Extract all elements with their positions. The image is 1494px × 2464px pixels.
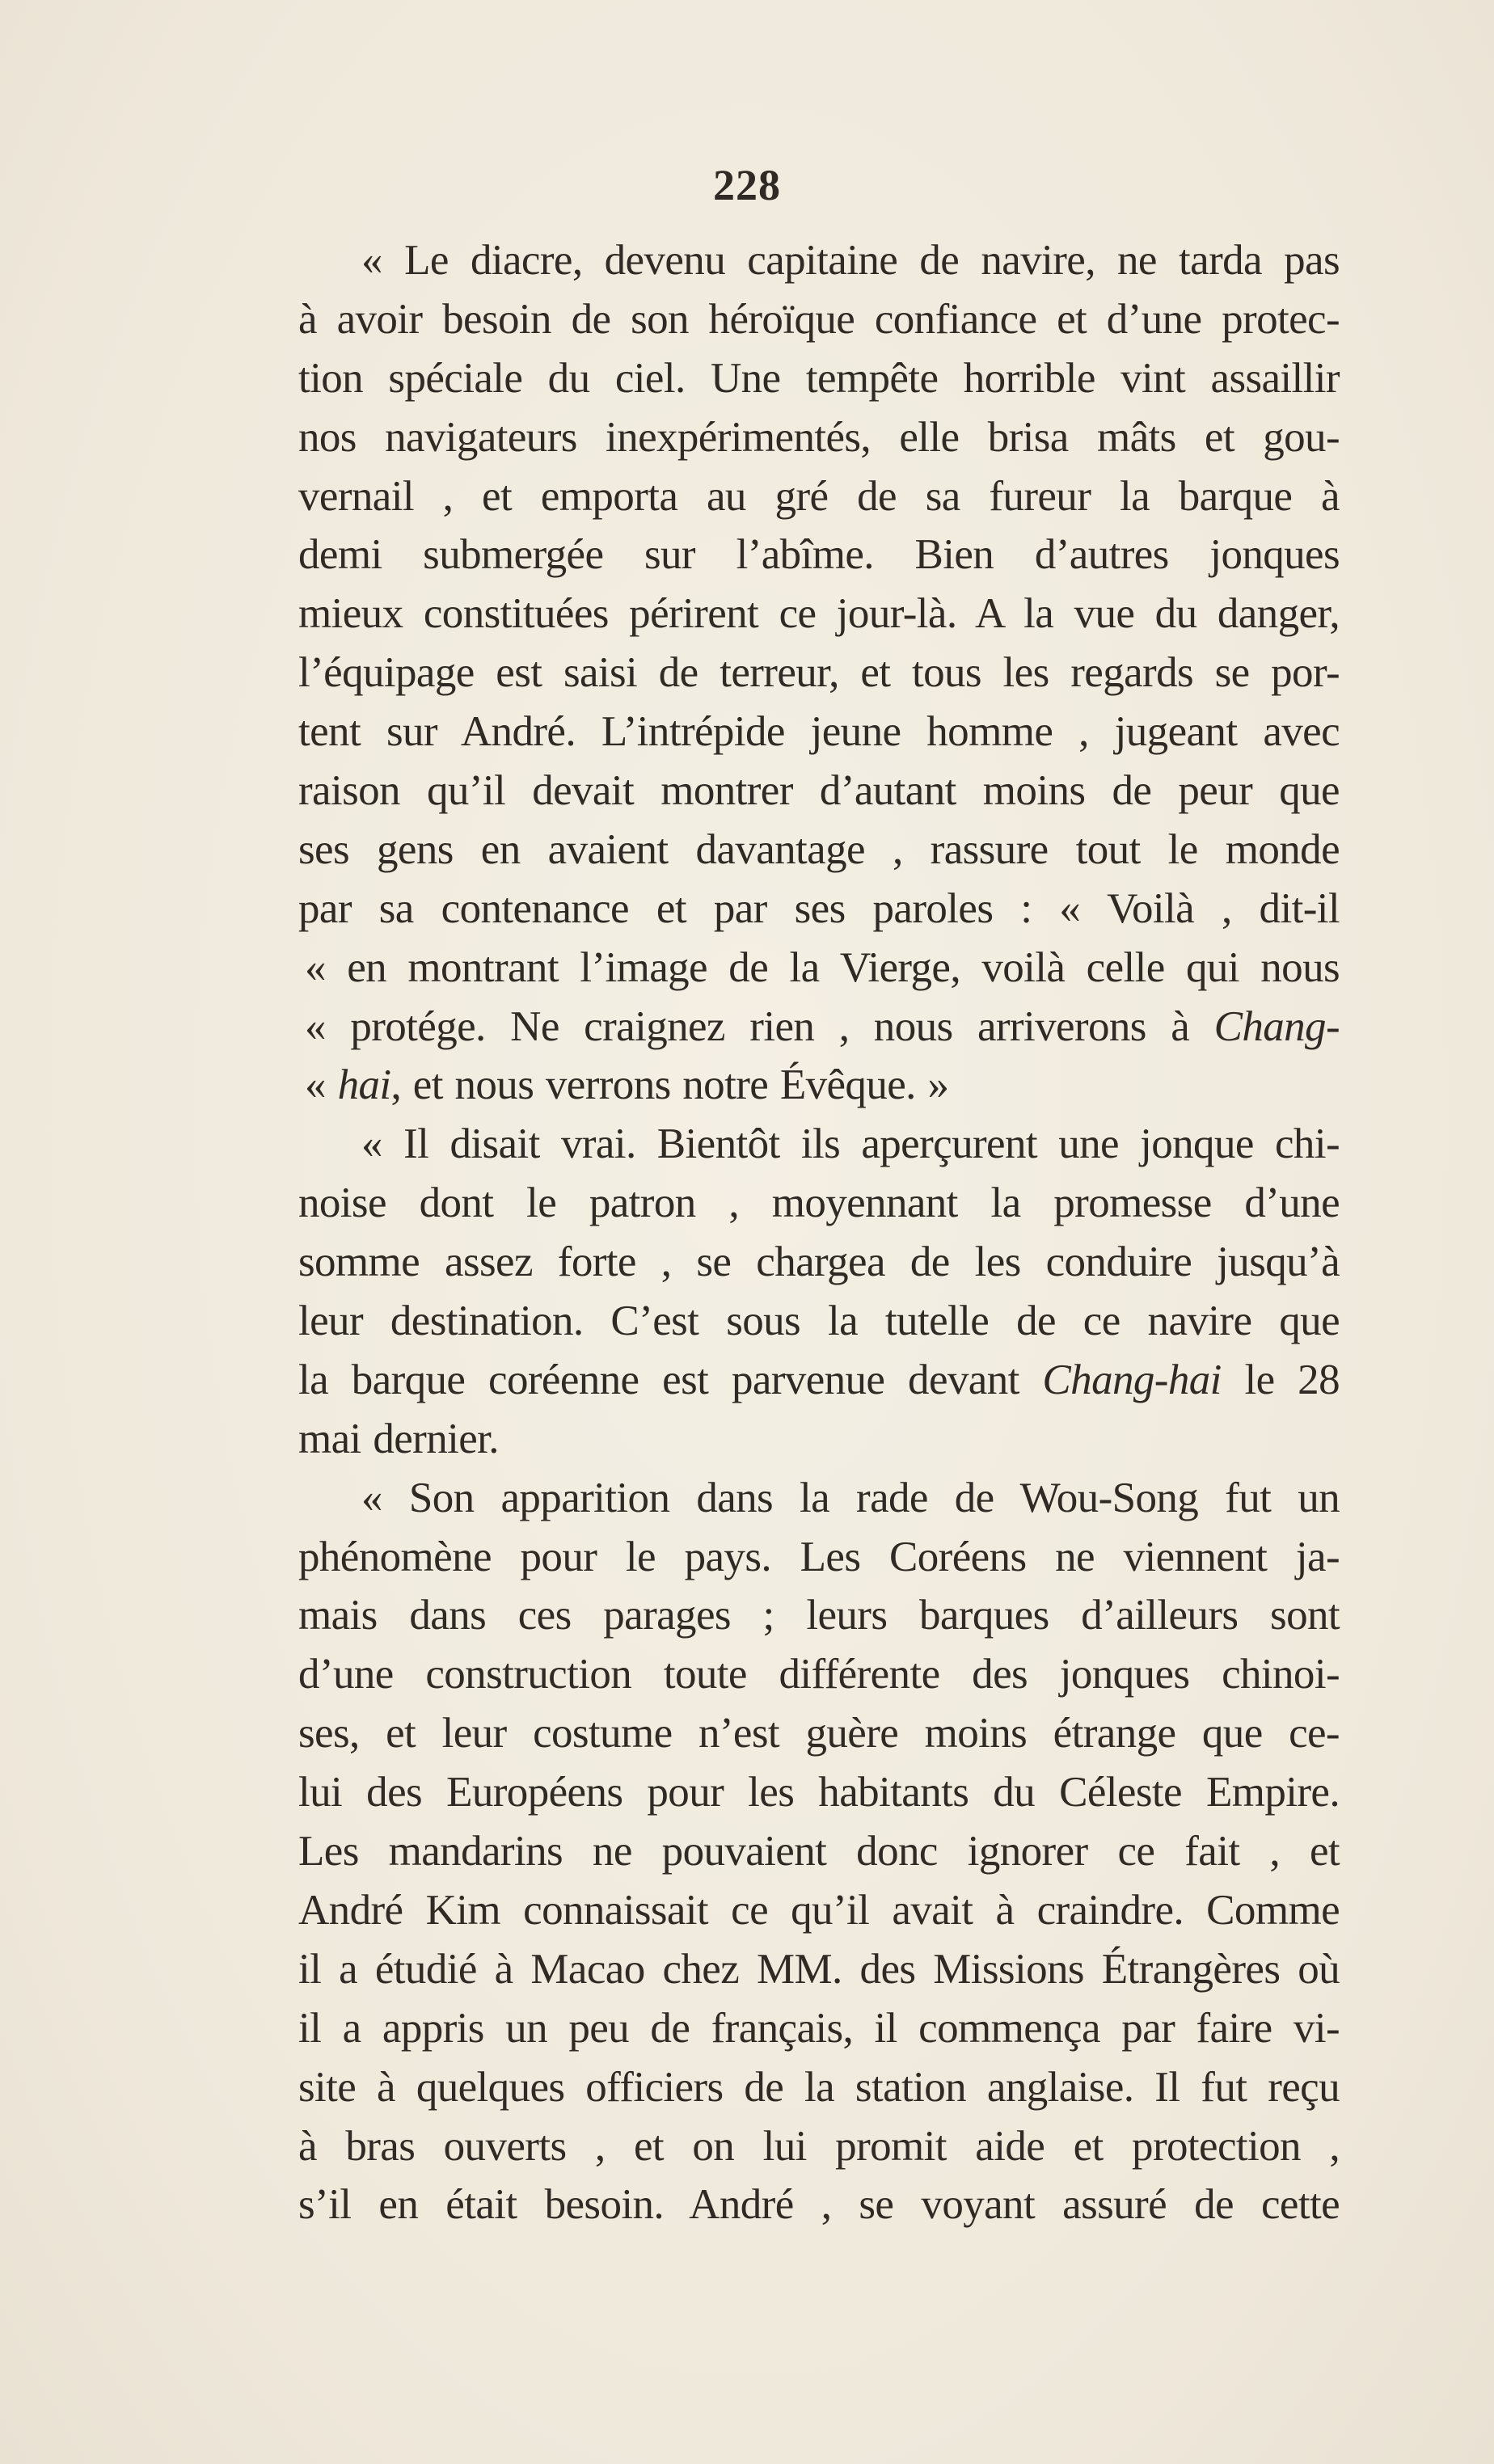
text-segment: noise dont le patron , moyennant la promesse d’une <box>298 1179 1340 1227</box>
text-line <box>298 2058 1340 2117</box>
text-segment: à bras ouverts , et on lui promit aide et protection , <box>298 2122 1340 2170</box>
text-segment: mai dernier. <box>298 1415 499 1462</box>
text-segment: ses, et leur costume n’est guère moins étrange que ce- <box>298 1710 1340 1757</box>
text-line <box>298 762 1340 821</box>
text-line <box>298 290 1340 349</box>
text-segment: Les mandarins ne pouvaient donc ignorer ce fait , et <box>298 1828 1340 1875</box>
text-segment: vernail , et emporta au gré de sa fureur la barque à <box>298 472 1340 520</box>
text-segment: tent sur André. L’intrépide jeune homme , jugeant avec <box>298 708 1340 756</box>
text-segment: , et nous verrons notre Évêque. » <box>390 1061 949 1109</box>
text-segment: « Le diacre, devenu capitaine de navire, ne tarda pas <box>361 237 1340 284</box>
italic-text: Chang- <box>1213 1002 1340 1050</box>
italic-text: hai <box>337 1061 391 1109</box>
text-line <box>298 1410 1340 1469</box>
text-line <box>298 2175 1340 2234</box>
text-line <box>298 408 1340 467</box>
text-line <box>298 1940 1340 1999</box>
text-line <box>298 939 1340 998</box>
italic-text: Chang-hai <box>1042 1356 1222 1403</box>
text-segment: mais dans ces parages ; leurs barques d’ailleurs sont <box>298 1592 1340 1639</box>
text-segment: l’équipage est saisi de terreur, et tous les regards se por- <box>298 649 1340 697</box>
text-segment: tion spéciale du ciel. Une tempête horrible vint assaillir <box>298 354 1340 402</box>
text-line <box>298 231 1340 290</box>
text-line <box>298 1056 1340 1115</box>
page-body-text <box>298 231 1340 2234</box>
text-line <box>298 349 1340 408</box>
text-line <box>298 1233 1340 1292</box>
text-segment: « protége. Ne craignez rien , nous arriverons à <box>305 1002 1214 1050</box>
text-line <box>298 1528 1340 1587</box>
text-segment: d’une construction toute différente des jonques chinoi- <box>298 1651 1340 1698</box>
text-line <box>298 1704 1340 1763</box>
text-segment: « en montrant l’image de la Vierge, voilà celle qui nous <box>305 943 1340 991</box>
text-segment: la barque coréenne est parvenue devant <box>298 1356 1043 1403</box>
text-segment: « Son apparition dans la rade de Wou-Song fut un <box>361 1474 1340 1521</box>
text-segment: leur destination. C’est sous la tutelle de ce navire que <box>298 1297 1340 1345</box>
page-number: 228 <box>713 161 781 209</box>
text-line <box>298 525 1340 584</box>
text-segment: André Kim connaissait ce qu’il avait à craindre. Comme <box>298 1886 1340 1934</box>
text-segment: site à quelques officiers de la station anglaise. Il fut reçu <box>298 2063 1340 2111</box>
text-segment: phénomène pour le pays. Les Coréens ne viennent ja- <box>298 1533 1340 1580</box>
text-line <box>298 643 1340 702</box>
text-segment: mieux constituées périrent ce jour-là. A la vue du danger, <box>298 590 1340 638</box>
text-line <box>298 1881 1340 1940</box>
text-line <box>298 1645 1340 1704</box>
text-line <box>298 821 1340 880</box>
text-line <box>298 1763 1340 1822</box>
text-segment: demi submergée sur l’abîme. Bien d’autres jonques <box>298 531 1340 579</box>
text-segment: « Il disait vrai. Bientôt ils aperçurent une jonque chi- <box>361 1120 1340 1168</box>
text-line <box>298 1822 1340 1881</box>
text-line <box>298 584 1340 643</box>
text-line <box>298 1586 1340 1645</box>
text-segment: le 28 <box>1221 1356 1340 1403</box>
text-segment: raison qu’il devait montrer d’autant moins de peur que <box>298 767 1340 815</box>
text-segment: ses gens en avaient davantage , rassure tout le monde <box>298 825 1340 873</box>
text-line <box>298 1174 1340 1233</box>
text-line <box>298 1115 1340 1174</box>
text-line <box>298 467 1340 526</box>
text-line <box>298 1351 1340 1410</box>
text-segment: par sa contenance et par ses paroles : « Voilà , dit-il <box>298 884 1340 932</box>
text-segment: il a appris un peu de français, il commença par faire vi- <box>298 2004 1340 2052</box>
text-segment: il a étudié à Macao chez MM. des Missions Étrangères où <box>298 1945 1340 1993</box>
text-segment: à avoir besoin de son héroïque confiance et d’une protec- <box>298 295 1340 343</box>
text-line <box>298 998 1340 1057</box>
text-line <box>298 1999 1340 2058</box>
text-segment: s’il en était besoin. André , se voyant assuré de cette <box>298 2181 1340 2229</box>
text-line <box>298 1292 1340 1351</box>
text-segment: nos navigateurs inexpérimentés, elle brisa mâts et gou- <box>298 413 1340 461</box>
text-segment: « <box>305 1061 338 1109</box>
text-line <box>298 702 1340 762</box>
text-line <box>298 880 1340 939</box>
text-line <box>298 2117 1340 2176</box>
text-line <box>298 1469 1340 1528</box>
text-segment: somme assez forte , se chargea de les conduire jusqu’à <box>298 1238 1340 1286</box>
text-segment: lui des Européens pour les habitants du Céleste Empire. <box>298 1769 1340 1816</box>
